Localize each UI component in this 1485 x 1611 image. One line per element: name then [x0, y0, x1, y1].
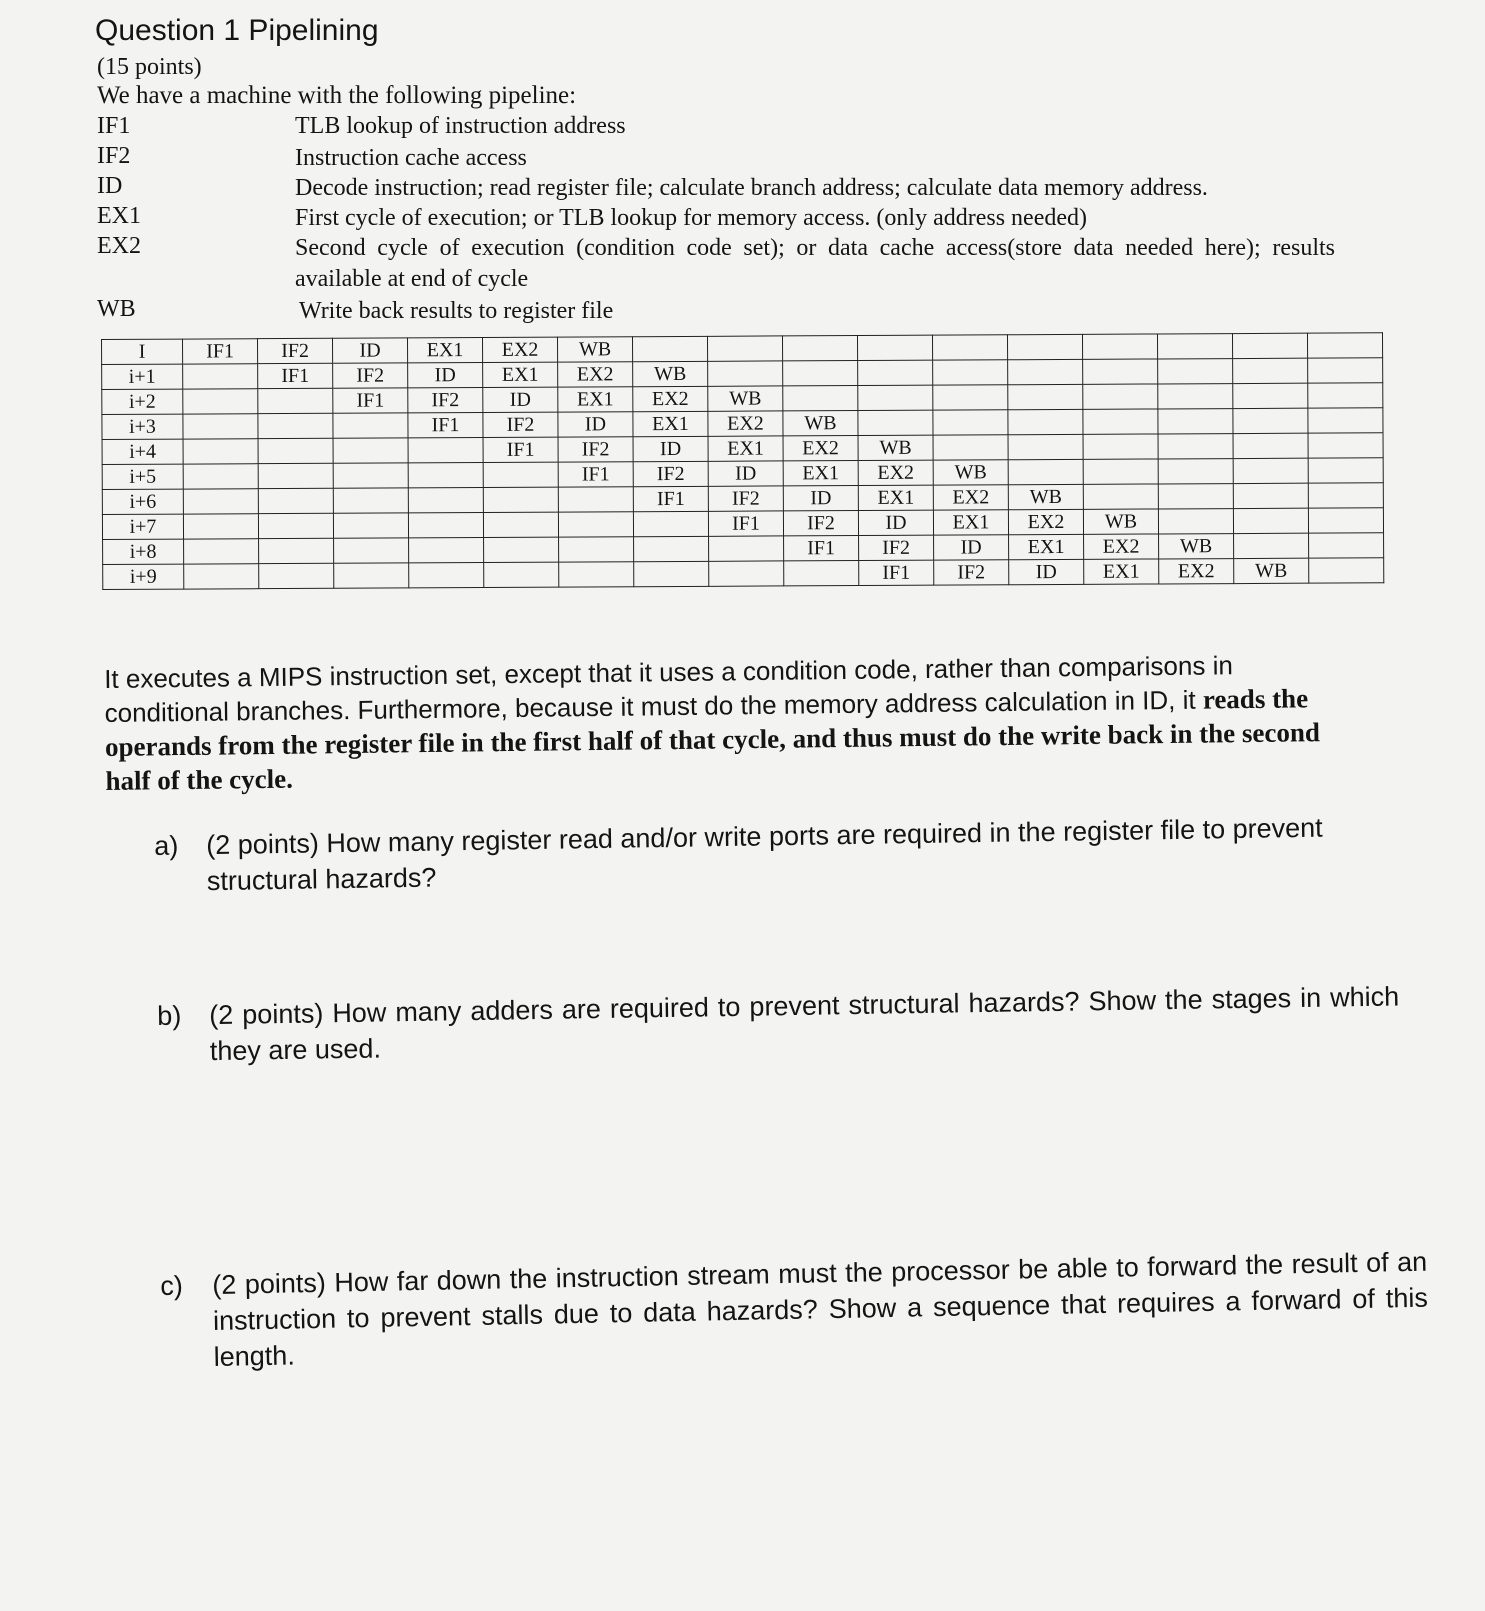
table-cell — [1008, 434, 1083, 459]
stage-description: Second cycle of execution (condition code set); or data cache access(store data needed here); results available at end of cycle — [295, 235, 1335, 292]
table-cell — [258, 463, 333, 488]
table-cell — [183, 364, 258, 389]
table-cell — [1007, 334, 1082, 359]
table-cell: EX1 — [783, 461, 858, 486]
table-cell: IF2 — [859, 535, 934, 560]
table-cell — [1158, 484, 1233, 509]
table-cell: EX2 — [558, 362, 633, 387]
intro-text: We have a machine with the following pipeline: — [97, 82, 577, 109]
table-cell — [333, 513, 408, 538]
question-b — [157, 978, 1407, 1067]
table-cell: EX2 — [1159, 559, 1234, 584]
table-cell — [408, 463, 483, 488]
table-cell: ID — [633, 436, 708, 461]
table-cell — [783, 361, 858, 386]
table-cell: IF1 — [183, 339, 258, 364]
table-cell — [333, 438, 408, 463]
table-cell — [1308, 433, 1383, 458]
table-cell — [634, 536, 709, 561]
table-cell — [632, 336, 707, 361]
table-cell — [858, 385, 933, 410]
table-cell — [333, 488, 408, 513]
table-cell: EX1 — [1009, 534, 1084, 559]
table-cell — [1233, 508, 1308, 533]
table-cell: IF2 — [783, 511, 858, 536]
question-title: Question 1 Pipelining — [95, 14, 379, 47]
table-cell — [409, 537, 484, 562]
table-cell: IF1 — [859, 560, 934, 585]
table-cell — [1158, 409, 1233, 434]
table-cell — [933, 435, 1008, 460]
table-cell: IF1 — [633, 486, 708, 511]
table-cell — [1233, 458, 1308, 483]
table-cell — [1083, 409, 1158, 434]
table-cell — [709, 561, 784, 586]
question-points: (15 points) — [97, 54, 202, 80]
question-text: (2 points) How many adders are required to prevent structural hazards? Show the stages in which they are used. — [209, 981, 1400, 1067]
question-c — [160, 1244, 1435, 1372]
table-cell — [1158, 384, 1233, 409]
table-cell — [933, 385, 1008, 410]
table-cell — [483, 487, 558, 512]
table-cell — [183, 489, 258, 514]
question-text: (2 points) How many register read and/or write ports are required in the register file to prevent structural hazards? — [206, 812, 1323, 897]
table-cell — [709, 536, 784, 561]
table-cell: WB — [1159, 534, 1234, 559]
row-label: I — [102, 339, 183, 364]
table-cell: ID — [708, 461, 783, 486]
table-cell — [483, 512, 558, 537]
table-cell: WB — [708, 386, 783, 411]
table-cell: EX1 — [933, 510, 1008, 535]
table-cell — [183, 464, 258, 489]
table-cell — [1309, 533, 1384, 558]
stage-description: First cycle of execution; or TLB lookup for memory access. (only address needed) — [295, 205, 1087, 231]
table-cell — [408, 438, 483, 463]
table-cell — [558, 487, 633, 512]
table-cell: ID — [1009, 559, 1084, 584]
table-cell: EX2 — [633, 386, 708, 411]
stage-description: Write back results to register file — [299, 298, 614, 324]
table-cell: WB — [1083, 509, 1158, 534]
table-cell: EX2 — [783, 436, 858, 461]
table-cell: EX1 — [558, 387, 633, 412]
table-cell — [258, 438, 333, 463]
table-cell — [1008, 459, 1083, 484]
table-cell — [858, 360, 933, 385]
stage-description: Instruction cache access — [295, 145, 527, 171]
question-marker: b) — [157, 1000, 182, 1031]
table-cell: IF1 — [258, 363, 333, 388]
table-cell — [1232, 333, 1307, 358]
table-cell — [1234, 533, 1309, 558]
table-cell — [1233, 408, 1308, 433]
table-cell: IF2 — [258, 338, 333, 363]
row-label: i+8 — [103, 539, 184, 564]
table-cell: EX2 — [933, 485, 1008, 510]
table-cell — [1158, 509, 1233, 534]
table-cell — [1083, 459, 1158, 484]
table-cell — [1308, 408, 1383, 433]
table-cell — [183, 514, 258, 539]
table-cell: EX2 — [1008, 509, 1083, 534]
table-cell: WB — [858, 435, 933, 460]
paragraph-bold-text: reads the operands from the register file in the first half of that cycle, and thus must do the write back in the second half of the cycle. — [104, 683, 1321, 796]
table-cell — [259, 563, 334, 588]
table-cell: IF2 — [483, 412, 558, 437]
table-cell: ID — [858, 510, 933, 535]
table-cell — [1157, 334, 1232, 359]
stage-name: EX1 — [97, 203, 141, 229]
table-cell — [409, 562, 484, 587]
stage-name: EX2 — [97, 233, 141, 259]
table-cell: IF1 — [408, 413, 483, 438]
table-cell — [258, 488, 333, 513]
table-cell: ID — [408, 363, 483, 388]
table-cell — [783, 386, 858, 411]
question-marker: a) — [154, 830, 179, 861]
row-label: i+3 — [102, 414, 183, 439]
table-cell: IF1 — [708, 511, 783, 536]
table-cell — [558, 512, 633, 537]
table-cell — [1308, 383, 1383, 408]
table-cell — [1158, 459, 1233, 484]
stage-name: IF2 — [97, 143, 131, 169]
table-cell: WB — [1008, 484, 1083, 509]
table-cell: WB — [783, 411, 858, 436]
table-cell — [857, 335, 932, 360]
table-cell: WB — [633, 361, 708, 386]
table-cell: EX1 — [633, 411, 708, 436]
table-cell — [1158, 434, 1233, 459]
table-cell — [633, 511, 708, 536]
row-label: i+6 — [102, 489, 183, 514]
table-cell: WB — [557, 337, 632, 362]
table-cell: IF2 — [333, 363, 408, 388]
row-label: i+5 — [102, 464, 183, 489]
table-cell — [184, 564, 259, 589]
table-cell — [334, 538, 409, 563]
table-row — [103, 558, 1384, 590]
table-cell — [1083, 484, 1158, 509]
table-cell: EX2 — [1084, 534, 1159, 559]
table-cell — [858, 410, 933, 435]
table-cell: EX2 — [858, 460, 933, 485]
table-cell — [1307, 333, 1382, 358]
table-cell: ID — [483, 387, 558, 412]
table-cell — [1308, 483, 1383, 508]
table-cell — [484, 537, 559, 562]
table-cell — [408, 488, 483, 513]
pipeline-table — [101, 332, 1384, 590]
row-label: i+1 — [102, 364, 183, 389]
stage-name: ID — [97, 173, 123, 199]
row-label: i+2 — [102, 389, 183, 414]
table-cell — [634, 561, 709, 586]
table-cell — [1309, 558, 1384, 583]
table-cell: ID — [558, 412, 633, 437]
table-cell — [782, 336, 857, 361]
table-cell — [1308, 508, 1383, 533]
table-cell — [1233, 483, 1308, 508]
table-cell — [1233, 358, 1308, 383]
table-cell — [933, 360, 1008, 385]
table-cell — [183, 439, 258, 464]
table-cell — [184, 539, 259, 564]
table-cell — [258, 513, 333, 538]
table-cell — [1233, 383, 1308, 408]
table-cell — [483, 462, 558, 487]
table-cell — [559, 537, 634, 562]
table-cell — [784, 561, 859, 586]
table-cell — [408, 513, 483, 538]
table-cell: IF1 — [483, 437, 558, 462]
table-cell — [707, 336, 782, 361]
table-cell: IF1 — [558, 462, 633, 487]
table-cell: EX1 — [407, 338, 482, 363]
table-cell — [183, 414, 258, 439]
table-cell — [333, 463, 408, 488]
table-cell — [258, 388, 333, 413]
table-cell: EX1 — [858, 485, 933, 510]
table-cell — [1083, 359, 1158, 384]
table-cell — [933, 410, 1008, 435]
table-cell — [333, 413, 408, 438]
description-paragraph — [104, 647, 1346, 798]
table-cell — [1082, 334, 1157, 359]
table-cell: EX2 — [708, 411, 783, 436]
table-cell — [259, 538, 334, 563]
question-text: (2 points) How far down the instruction stream must the processor be able to forward the result of an instruction to prevent stalls due to data hazards? Show a sequence that requires a forward of this length. — [212, 1246, 1429, 1372]
table-cell: EX2 — [482, 337, 557, 362]
table-cell — [183, 389, 258, 414]
table-cell: WB — [1234, 558, 1309, 583]
table-cell — [1008, 384, 1083, 409]
table-cell: EX1 — [708, 436, 783, 461]
table-cell: IF2 — [934, 560, 1009, 585]
stage-name: IF1 — [97, 113, 131, 139]
table-cell: IF2 — [708, 486, 783, 511]
table-cell — [1308, 458, 1383, 483]
table-cell — [932, 335, 1007, 360]
table-cell: ID — [332, 338, 407, 363]
question-a — [154, 809, 1394, 897]
table-cell: EX1 — [483, 362, 558, 387]
table-cell — [1008, 359, 1083, 384]
table-cell: IF1 — [784, 536, 859, 561]
table-cell — [1308, 358, 1383, 383]
row-label: i+4 — [102, 439, 183, 464]
table-cell: IF2 — [633, 461, 708, 486]
table-cell — [258, 413, 333, 438]
row-label: i+9 — [103, 564, 184, 589]
table-cell: IF2 — [408, 388, 483, 413]
table-cell: ID — [934, 535, 1009, 560]
stage-name: WB — [97, 296, 136, 322]
table-cell: IF1 — [333, 388, 408, 413]
table-cell — [1008, 409, 1083, 434]
table-cell — [1158, 359, 1233, 384]
row-label: i+7 — [102, 514, 183, 539]
table-cell: WB — [933, 460, 1008, 485]
table-cell — [1233, 433, 1308, 458]
table-cell: ID — [783, 486, 858, 511]
table-cell — [334, 563, 409, 588]
table-cell — [708, 361, 783, 386]
question-marker: c) — [160, 1270, 184, 1301]
table-cell — [1083, 434, 1158, 459]
table-cell: IF2 — [558, 437, 633, 462]
table-cell — [484, 562, 559, 587]
table-cell: EX1 — [1084, 559, 1159, 584]
stage-description: TLB lookup of instruction address — [295, 113, 626, 139]
paragraph-text: It executes a MIPS instruction set, except that it uses a condition code, rather than comparisons in conditional branches. Furthermore, because it must do the memory address calculation in ID, it — [104, 650, 1234, 728]
table-cell — [559, 562, 634, 587]
stage-description: Decode instruction; read register file; calculate branch address; calculate data memory address. — [295, 175, 1208, 201]
table-cell — [1083, 384, 1158, 409]
